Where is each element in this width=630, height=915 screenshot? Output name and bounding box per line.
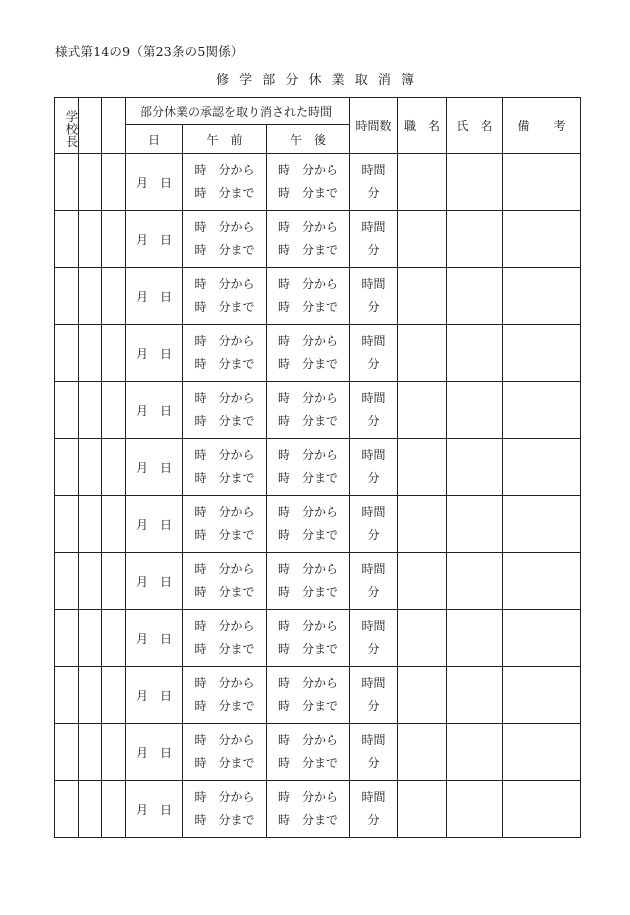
principal-seal-cell <box>55 268 79 325</box>
date-cell: 月 日 <box>126 781 183 838</box>
seal-cell <box>79 268 102 325</box>
seal-cell <box>79 781 102 838</box>
minutes-unit: 分 <box>367 585 380 599</box>
ledger-row <box>55 781 581 838</box>
hours-cell <box>350 211 398 268</box>
pm-to: 時 分まで <box>278 471 339 485</box>
seal-cell <box>102 724 126 781</box>
hours-unit: 時間 <box>361 163 386 177</box>
am-from: 時 分から <box>194 163 255 177</box>
hours-cell <box>350 325 398 382</box>
remarks-cell <box>503 211 581 268</box>
name-cell <box>447 382 503 439</box>
pm-time-cell <box>267 496 350 553</box>
position-cell <box>398 325 447 382</box>
ledger-row <box>55 154 581 211</box>
am-from: 時 分から <box>194 733 255 747</box>
pm-time-cell <box>267 382 350 439</box>
am-to: 時 分まで <box>194 813 255 827</box>
principal-seal-cell <box>55 154 79 211</box>
seal-column-header <box>79 98 102 154</box>
minutes-unit: 分 <box>367 642 380 656</box>
name-cell <box>447 724 503 781</box>
hours-unit: 時間 <box>361 505 386 519</box>
pm-time-cell <box>267 724 350 781</box>
hours-header: 時間数 <box>350 98 398 154</box>
position-cell <box>398 211 447 268</box>
position-cell <box>398 154 447 211</box>
principal-seal-cell <box>55 325 79 382</box>
ledger-row <box>55 724 581 781</box>
am-time-cell <box>183 724 267 781</box>
hours-cell <box>350 553 398 610</box>
am-from: 時 分から <box>194 277 255 291</box>
position-cell <box>398 382 447 439</box>
hours-unit: 時間 <box>361 334 386 348</box>
remarks-cell <box>503 781 581 838</box>
name-cell <box>447 268 503 325</box>
position-cell <box>398 496 447 553</box>
seal-cell <box>79 382 102 439</box>
am-to: 時 分まで <box>194 699 255 713</box>
position-cell <box>398 553 447 610</box>
seal-cell <box>79 553 102 610</box>
am-to: 時 分まで <box>194 357 255 371</box>
date-cell: 月 日 <box>126 610 183 667</box>
remarks-cell <box>503 382 581 439</box>
hours-cell <box>350 496 398 553</box>
am-to: 時 分まで <box>194 243 255 257</box>
am-to: 時 分まで <box>194 585 255 599</box>
minutes-unit: 分 <box>367 300 380 314</box>
position-cell <box>398 610 447 667</box>
hours-cell <box>350 610 398 667</box>
principal-header: 学校長 <box>55 98 79 154</box>
position-cell <box>398 268 447 325</box>
ledger-row <box>55 439 581 496</box>
am-from: 時 分から <box>194 391 255 405</box>
hours-unit: 時間 <box>361 277 386 291</box>
remarks-cell <box>503 439 581 496</box>
minutes-unit: 分 <box>367 357 380 371</box>
seal-cell <box>102 382 126 439</box>
pm-to: 時 分まで <box>278 585 339 599</box>
name-cell <box>447 610 503 667</box>
remarks-cell <box>503 154 581 211</box>
pm-time-cell <box>267 439 350 496</box>
hours-unit: 時間 <box>361 562 386 576</box>
minutes-unit: 分 <box>367 414 380 428</box>
am-from: 時 分から <box>194 334 255 348</box>
hours-unit: 時間 <box>361 676 386 690</box>
date-cell: 月 日 <box>126 553 183 610</box>
pm-time-cell <box>267 268 350 325</box>
am-from: 時 分から <box>194 505 255 519</box>
am-from: 時 分から <box>194 220 255 234</box>
ledger-row <box>55 325 581 382</box>
pm-time-cell <box>267 211 350 268</box>
position-cell <box>398 724 447 781</box>
am-from: 時 分から <box>194 790 255 804</box>
ledger-row <box>55 382 581 439</box>
am-time-cell <box>183 268 267 325</box>
ledger-row <box>55 496 581 553</box>
seal-cell <box>102 553 126 610</box>
principal-seal-cell <box>55 781 79 838</box>
pm-from: 時 分から <box>278 277 339 291</box>
am-time-cell <box>183 667 267 724</box>
pm-from: 時 分から <box>278 391 339 405</box>
am-time-cell <box>183 496 267 553</box>
pm-time-cell <box>267 154 350 211</box>
name-cell <box>447 667 503 724</box>
remarks-cell <box>503 496 581 553</box>
am-time-cell <box>183 781 267 838</box>
name-cell <box>447 553 503 610</box>
am-from: 時 分から <box>194 448 255 462</box>
remarks-header: 備 考 <box>503 98 581 154</box>
hours-unit: 時間 <box>361 733 386 747</box>
ledger-row <box>55 553 581 610</box>
minutes-unit: 分 <box>367 813 380 827</box>
pm-to: 時 分まで <box>278 756 339 770</box>
am-to: 時 分まで <box>194 528 255 542</box>
pm-time-cell <box>267 667 350 724</box>
pm-to: 時 分まで <box>278 414 339 428</box>
pm-to: 時 分まで <box>278 186 339 200</box>
ledger-row <box>55 667 581 724</box>
pm-from: 時 分から <box>278 163 339 177</box>
remarks-cell <box>503 667 581 724</box>
principal-seal-cell <box>55 667 79 724</box>
pm-to: 時 分まで <box>278 300 339 314</box>
seal-cell <box>102 268 126 325</box>
position-cell <box>398 439 447 496</box>
pm-to: 時 分まで <box>278 642 339 656</box>
date-cell: 月 日 <box>126 325 183 382</box>
date-cell: 月 日 <box>126 268 183 325</box>
pm-to: 時 分まで <box>278 243 339 257</box>
seal-cell <box>102 496 126 553</box>
seal-cell <box>79 154 102 211</box>
am-from: 時 分から <box>194 562 255 576</box>
hours-unit: 時間 <box>361 790 386 804</box>
seal-cell <box>79 439 102 496</box>
am-time-cell <box>183 211 267 268</box>
pm-from: 時 分から <box>278 505 339 519</box>
name-cell <box>447 325 503 382</box>
date-cell: 月 日 <box>126 724 183 781</box>
date-cell: 月 日 <box>126 496 183 553</box>
position-header: 職 名 <box>398 98 447 154</box>
hours-cell <box>350 724 398 781</box>
remarks-cell <box>503 268 581 325</box>
seal-cell <box>79 211 102 268</box>
remarks-cell <box>503 325 581 382</box>
am-to: 時 分まで <box>194 414 255 428</box>
position-cell <box>398 667 447 724</box>
hours-cell <box>350 667 398 724</box>
pm-from: 時 分から <box>278 619 339 633</box>
header-row-1 <box>55 98 581 125</box>
principal-seal-cell <box>55 610 79 667</box>
seal-cell <box>79 724 102 781</box>
minutes-unit: 分 <box>367 528 380 542</box>
hours-cell <box>350 382 398 439</box>
name-header: 氏 名 <box>447 98 503 154</box>
ledger-row <box>55 211 581 268</box>
am-from: 時 分から <box>194 676 255 690</box>
document-title: 修 学 部 分 休 業 取 消 簿 <box>215 73 415 88</box>
am-from: 時 分から <box>194 619 255 633</box>
seal-cell <box>102 667 126 724</box>
am-to: 時 分まで <box>194 186 255 200</box>
date-cell: 月 日 <box>126 154 183 211</box>
principal-seal-cell <box>55 496 79 553</box>
am-to: 時 分まで <box>194 300 255 314</box>
remarks-cell <box>503 553 581 610</box>
seal-cell <box>102 781 126 838</box>
seal-cell <box>102 439 126 496</box>
seal-cell <box>79 667 102 724</box>
ledger-row <box>55 610 581 667</box>
am-time-cell <box>183 553 267 610</box>
seal-cell <box>102 154 126 211</box>
am-to: 時 分まで <box>194 642 255 656</box>
principal-seal-cell <box>55 382 79 439</box>
date-header: 日 <box>126 125 183 154</box>
seal-cell <box>79 610 102 667</box>
minutes-unit: 分 <box>367 699 380 713</box>
hours-unit: 時間 <box>361 220 386 234</box>
pm-from: 時 分から <box>278 733 339 747</box>
ledger-row <box>55 268 581 325</box>
hours-cell <box>350 154 398 211</box>
am-time-cell <box>183 382 267 439</box>
pm-from: 時 分から <box>278 562 339 576</box>
pm-to: 時 分まで <box>278 357 339 371</box>
principal-seal-cell <box>55 211 79 268</box>
name-cell <box>447 496 503 553</box>
hours-cell <box>350 268 398 325</box>
am-time-cell <box>183 325 267 382</box>
name-cell <box>447 154 503 211</box>
minutes-unit: 分 <box>367 186 380 200</box>
pm-to: 時 分まで <box>278 813 339 827</box>
minutes-unit: 分 <box>367 243 380 257</box>
pm-from: 時 分から <box>278 448 339 462</box>
am-header: 午 前 <box>183 125 267 154</box>
seal-cell <box>79 325 102 382</box>
position-cell <box>398 781 447 838</box>
hours-unit: 時間 <box>361 619 386 633</box>
name-cell <box>447 211 503 268</box>
pm-from: 時 分から <box>278 676 339 690</box>
hours-unit: 時間 <box>361 391 386 405</box>
date-cell: 月 日 <box>126 667 183 724</box>
pm-from: 時 分から <box>278 220 339 234</box>
am-time-cell <box>183 610 267 667</box>
hours-cell <box>350 781 398 838</box>
date-cell: 月 日 <box>126 382 183 439</box>
seal-cell <box>102 610 126 667</box>
seal-column-header <box>102 98 126 154</box>
pm-from: 時 分から <box>278 790 339 804</box>
pm-time-cell <box>267 781 350 838</box>
seal-cell <box>102 325 126 382</box>
hours-cell <box>350 439 398 496</box>
date-cell: 月 日 <box>126 211 183 268</box>
am-time-cell <box>183 439 267 496</box>
principal-seal-cell <box>55 724 79 781</box>
minutes-unit: 分 <box>367 756 380 770</box>
pm-to: 時 分まで <box>278 528 339 542</box>
cancellation-ledger-table <box>54 97 581 838</box>
pm-header: 午 後 <box>267 125 350 154</box>
pm-to: 時 分まで <box>278 699 339 713</box>
am-to: 時 分まで <box>194 756 255 770</box>
principal-seal-cell <box>55 439 79 496</box>
form-reference: 様式第14の9（第23条の5関係） <box>55 44 244 59</box>
name-cell <box>447 439 503 496</box>
pm-time-cell <box>267 325 350 382</box>
am-time-cell <box>183 154 267 211</box>
name-cell <box>447 781 503 838</box>
am-to: 時 分まで <box>194 471 255 485</box>
remarks-cell <box>503 610 581 667</box>
remarks-cell <box>503 724 581 781</box>
date-cell: 月 日 <box>126 439 183 496</box>
pm-time-cell <box>267 610 350 667</box>
minutes-unit: 分 <box>367 471 380 485</box>
cancelled-period-header: 部分休業の承認を取り消された時間 <box>126 98 350 125</box>
seal-cell <box>102 211 126 268</box>
hours-unit: 時間 <box>361 448 386 462</box>
principal-seal-cell <box>55 553 79 610</box>
pm-from: 時 分から <box>278 334 339 348</box>
pm-time-cell <box>267 553 350 610</box>
seal-cell <box>79 496 102 553</box>
